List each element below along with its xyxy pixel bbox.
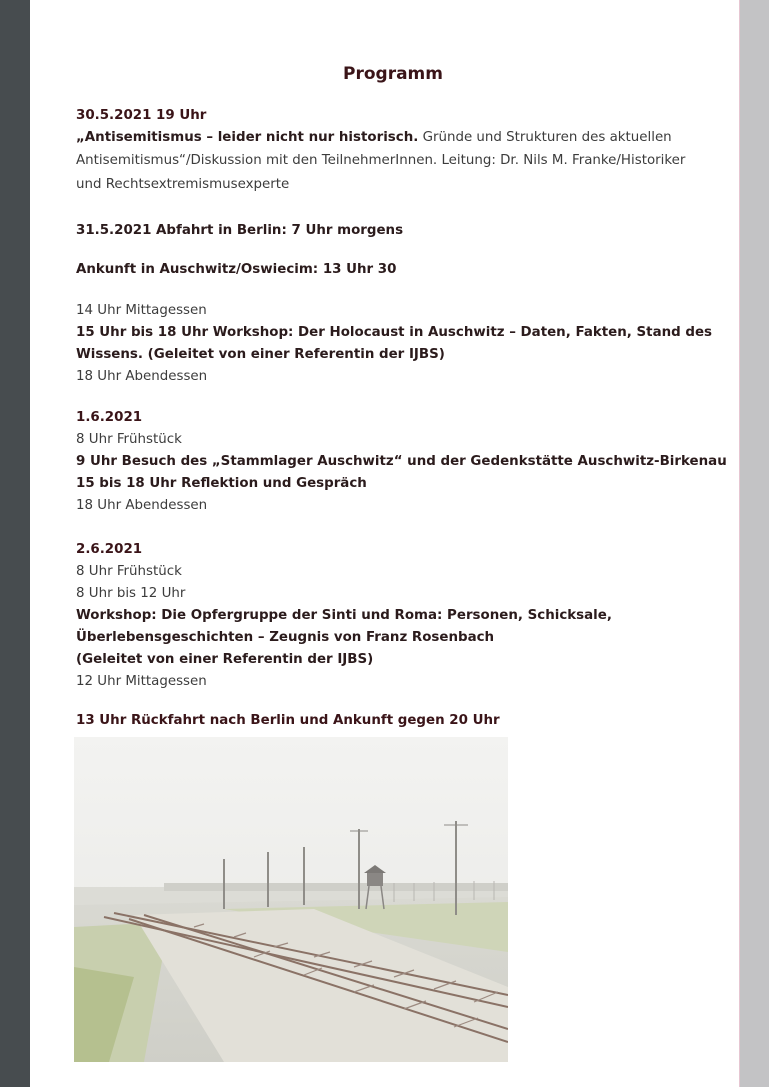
day1-date: 30.5.2021 19 Uhr — [76, 108, 207, 123]
day2-lunch: 14 Uhr Mittagessen — [76, 303, 207, 318]
day2-workshop-line1: 15 Uhr bis 18 Uhr Workshop: Der Holocaust in Auschwitz – Daten, Fakten, Stand des — [76, 325, 713, 340]
day3-dinner: 18 Uhr Abendessen — [76, 498, 208, 513]
day2-arrival: Ankunft in Auschwitz/Oswiecim: 13 Uhr 30 — [76, 262, 397, 277]
day1-line1 — [76, 127, 672, 149]
day4-time: 8 Uhr bis 12 Uhr — [76, 586, 186, 601]
day4-breakfast: 8 Uhr Frühstück — [76, 564, 182, 579]
day1-talk-title: „Antisemitismus – leider nicht nur historisch. — [76, 130, 419, 145]
day4-workshop-line2: Überlebensgeschichten – Zeugnis von Franz Rosenbach — [76, 630, 495, 645]
page-title: Programm — [343, 64, 443, 84]
day1-line3: und Rechtsextremismusexperte — [76, 177, 290, 192]
day2-dinner: 18 Uhr Abendessen — [76, 369, 208, 384]
day2-workshop-line2: Wissens. (Geleitet von einer Referentin der IJBS) — [76, 347, 445, 362]
day3-date: 1.6.2021 — [76, 410, 143, 425]
day3-breakfast: 8 Uhr Frühstück — [76, 432, 182, 447]
day2-departure: 31.5.2021 Abfahrt in Berlin: 7 Uhr morgens — [76, 223, 404, 238]
day1-talk-desc: Gründe und Strukturen des aktuellen — [418, 130, 672, 145]
day4-workshop-line3: (Geleitet von einer Referentin der IJBS) — [76, 652, 374, 667]
right-sidebar-bar — [739, 0, 769, 1087]
day4-date: 2.6.2021 — [76, 542, 143, 557]
day1-line2: Antisemitismus“/Diskussion mit den TeilnehmerInnen. Leitung: Dr. Nils M. Franke/Historiker — [76, 153, 686, 168]
left-sidebar-bar — [0, 0, 30, 1087]
day4-return: 13 Uhr Rückfahrt nach Berlin und Ankunft gegen 20 Uhr — [76, 713, 500, 728]
day3-visit: 9 Uhr Besuch des „Stammlager Auschwitz“ und der Gedenkstätte Auschwitz-Birkenau — [76, 454, 727, 469]
day4-lunch: 12 Uhr Mittagessen — [76, 674, 207, 689]
railway-photo — [74, 737, 508, 1062]
day3-reflection: 15 bis 18 Uhr Reflektion und Gespräch — [76, 476, 367, 491]
day4-workshop-line1: Workshop: Die Opfergruppe der Sinti und Roma: Personen, Schicksale, — [76, 608, 612, 623]
